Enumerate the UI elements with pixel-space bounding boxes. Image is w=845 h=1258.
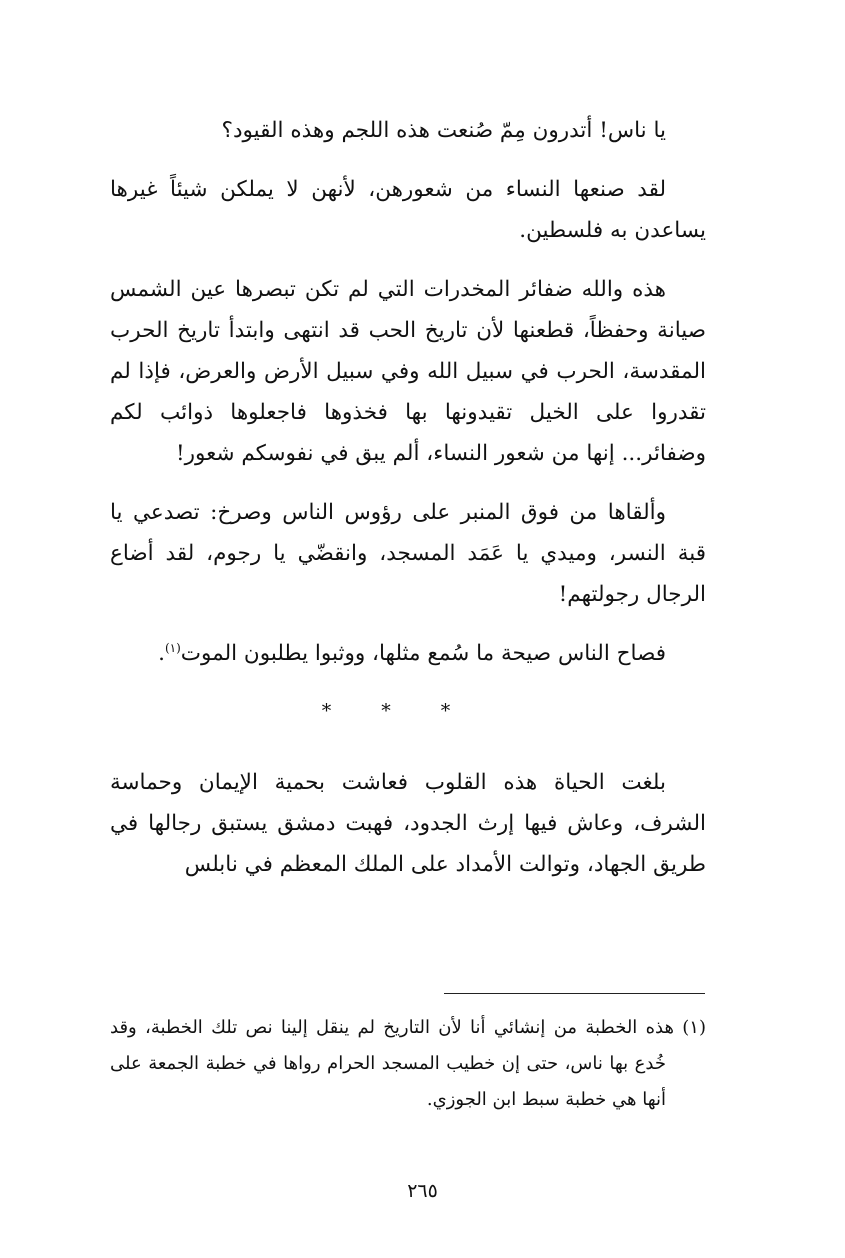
page-number: ٢٦٥ xyxy=(407,1180,438,1202)
paragraph-5 xyxy=(110,633,706,674)
footnote-divider xyxy=(444,993,705,994)
footnotes-section xyxy=(110,1010,706,1118)
footnote-1: (١) هذه الخطبة من إنشائي أنا لأن التاريخ لم ينقل إلينا نص تلك الخطبة، وقد خُدع بها ناس، حتى إن خطيب المسجد الحرام رواها في خطبة الجمعة على أنها هي خطبة سبط ابن الجوزي. xyxy=(110,1017,706,1110)
footnote-reference[interactable]: (١) xyxy=(164,640,181,655)
paragraph-3: هذه والله ضفائر المخدرات التي لم تكن تبصرها عين الشمس صيانة وحفظاً، قطعنها لأن تاريخ الحب قد انتهى وابتدأ تاريخ الحرب المقدسة، الحرب في سبيل الله وفي سبيل الأرض والعرض، فإذا لم تقدروا على الخيل تقيدونها بها فخذوها فاجعلوها ذوائب لكم وضفائر... إنها من شعور النساء، ألم يبق في نفوسكم شعور! xyxy=(110,277,706,466)
section-separator: * * * xyxy=(321,700,473,722)
paragraph-4: وألقاها من فوق المنبر على رؤوس الناس وصرخ: تصدعي يا قبة النسر، وميدي يا عَمَد المسجد، وانقضّي يا رجوم، لقد أضاع الرجال رجولتهم! xyxy=(110,500,706,607)
paragraph-6: بلغت الحياة هذه القلوب فعاشت بحمية الإيمان وحماسة الشرف، وعاش فيها إرث الجدود، فهبت دمشق يستبق رجالها في طريق الجهاد، وتوالت الأمداد على الملك المعظم في نابلس xyxy=(110,770,706,877)
paragraph-2: لقد صنعها النساء من شعورهن، لأنهن لا يملكن شيئاً غيرها يساعدن به فلسطين. xyxy=(110,177,706,243)
paragraph-5-text: فصاح الناس صيحة ما سُمع مثلها، ووثبوا يطلبون الموت xyxy=(180,641,666,666)
paragraph-5-end: . xyxy=(158,641,165,666)
paragraph-1: يا ناس! أتدرون مِمّ صُنعت هذه اللجم وهذه القيود؟ xyxy=(221,118,666,143)
page-body xyxy=(110,110,706,903)
